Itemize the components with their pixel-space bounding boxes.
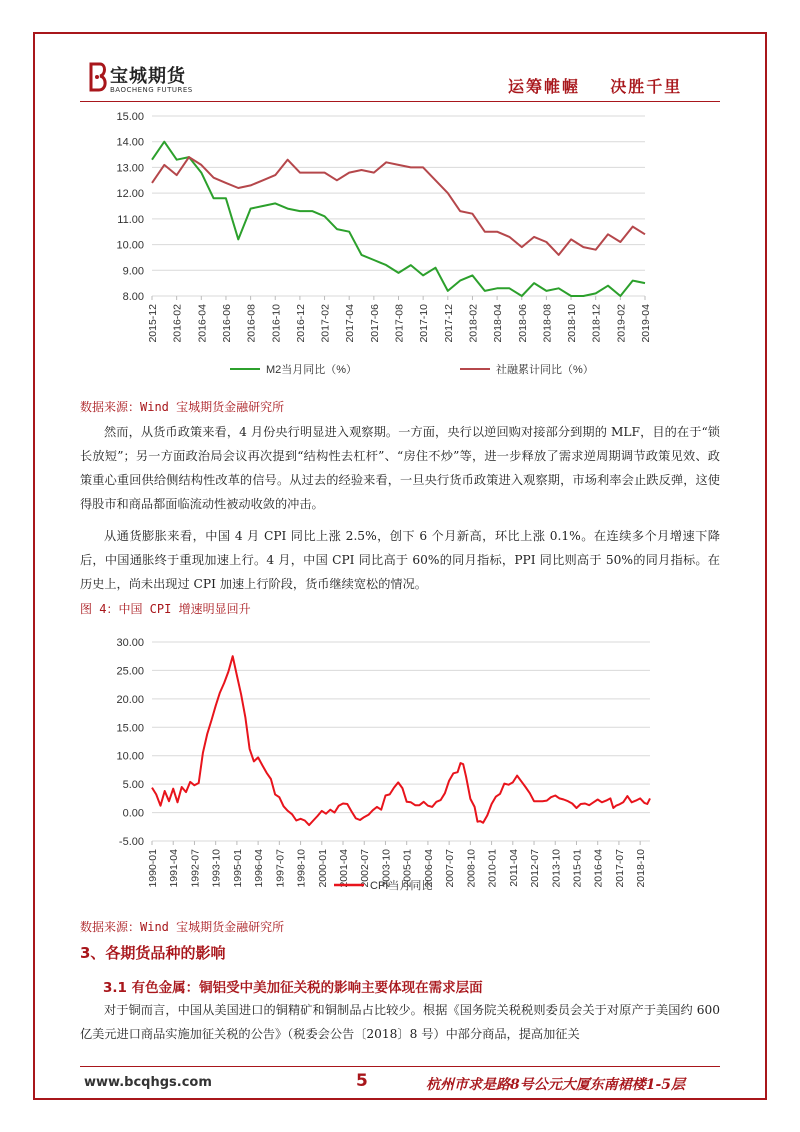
x-tick-label: 2010-01 xyxy=(486,849,499,888)
x-tick-label: 2011-04 xyxy=(507,849,520,887)
logo-cn-text: 宝城期货 xyxy=(110,66,186,87)
x-tick-label: 2002-07 xyxy=(359,849,372,888)
x-tick-label: 2016-06 xyxy=(220,304,233,343)
y-tick-label: 11.00 xyxy=(117,213,144,226)
x-tick-label: 2008-10 xyxy=(465,849,478,888)
x-tick-label: 2000-01 xyxy=(316,849,329,888)
x-tick-label: 2018-02 xyxy=(467,304,480,343)
x-tick-label: 2016-04 xyxy=(196,304,209,343)
footer-divider xyxy=(80,1066,720,1067)
x-tick-label: 2017-02 xyxy=(319,304,332,343)
x-tick-label: 2007-07 xyxy=(444,849,457,888)
x-tick-label: 1992-07 xyxy=(189,849,202,888)
x-tick-label: 2018-06 xyxy=(516,304,529,343)
figure-4-title: 图 4：中国 CPI 增速明显回升 xyxy=(80,602,251,616)
x-tick-label: 2016-04 xyxy=(592,849,605,888)
x-tick-label: 2018-10 xyxy=(566,304,579,343)
y-tick-label: 5.00 xyxy=(122,779,144,792)
paragraph-inflation: 从通货膨胀来看，中国 4 月 CPI 同比上涨 2.5%，创下 6 个月新高，环比上涨 0.1%。在连续多个月增速下降后，中国通胀终于重现加速上行。4 月，中国 CPI 同比高于 60%的同月指标，PPI 同比则高于 50%的同月指标。在历史上，尚未出现过 CPI 加速上行阶段，货币继续宽松的情况。 xyxy=(80,529,720,591)
series-line-cpi xyxy=(152,656,650,825)
x-tick-label: 1997-07 xyxy=(274,849,287,888)
x-tick-label: 2019-04 xyxy=(640,304,652,343)
header-slogan: 运筹帷幄 决胜千里 xyxy=(508,77,683,96)
section-heading: 3、各期货品种的影响 xyxy=(80,944,226,962)
brand-logo xyxy=(88,62,238,98)
x-tick-label: 2018-10 xyxy=(635,849,648,888)
x-tick-label: 1998-10 xyxy=(295,849,308,888)
x-tick-label: 2005-01 xyxy=(401,849,414,888)
subsection-heading: 3.1 有色金属：铜铝受中美加征关税的影响主要体现在需求层面 xyxy=(103,980,483,996)
x-tick-label: 2017-04 xyxy=(344,304,357,343)
x-tick-label: 2018-08 xyxy=(541,304,554,343)
x-tick-label: 2016-10 xyxy=(270,304,283,343)
footer-website: www.bcqhgs.com xyxy=(84,1075,212,1090)
x-tick-label: 2006-04 xyxy=(422,849,435,888)
source-note-2: 数据来源：Wind 宝城期货金融研究所 xyxy=(80,920,285,934)
y-tick-label: 9.00 xyxy=(122,265,144,278)
paragraph-monetary-policy: 然而，从货币政策来看，4 月份央行明显进入观察期。一方面，央行以逆回购对接部分到期的 MLF，目的在于“锁长放短”；另一方面政治局会议再次提到“结构性去杠杆”、“房住不炒”等，进一步释放了需求逆周期调节政策见效、政策重心重回供给侧结构性改革的信号。从过去的经验来看，一旦央行货币政策进入观察期，市场利率会止跌反弹，这使得股市和商品都面临流动性被动收敛的冲击。 xyxy=(80,425,720,511)
x-tick-label: 2017-06 xyxy=(368,304,381,343)
y-tick-label: 25.00 xyxy=(116,665,144,678)
y-tick-label: 14.00 xyxy=(116,136,144,149)
paragraph-copy-tariff: 对于铜而言，中国从美国进口的铜精矿和铜制品占比较少。根据《国务院关税税则委员会关于对原产于美国约 600 亿美元进口商品实施加征关税的公告》（税委会公告〔2018〕8 号）中部分商品，提高加征关 xyxy=(80,1003,720,1041)
y-tick-label: -5.00 xyxy=(118,836,144,848)
header-divider xyxy=(80,101,720,102)
x-tick-label: 1991-04 xyxy=(168,849,181,888)
x-tick-label: 2019-02 xyxy=(615,304,628,343)
x-tick-label: 2012-07 xyxy=(529,849,542,888)
y-tick-label: 20.00 xyxy=(116,693,144,706)
x-tick-label: 2018-04 xyxy=(492,304,505,343)
y-tick-label: 12.00 xyxy=(116,188,144,201)
x-tick-label: 2017-10 xyxy=(418,304,431,343)
cpi-line-chart xyxy=(80,632,680,902)
x-tick-label: 1996-04 xyxy=(253,849,266,888)
y-tick-label: 0.00 xyxy=(122,807,144,820)
x-tick-label: 2016-08 xyxy=(245,304,258,343)
y-tick-label: 8.00 xyxy=(122,291,144,303)
series-line-tsf xyxy=(152,157,645,255)
legend-label: 社融累计同比（%） xyxy=(496,364,594,376)
legend-label: M2当月同比（%） xyxy=(266,364,358,376)
logo-mark-icon xyxy=(88,62,108,92)
x-tick-label: 1995-01 xyxy=(231,849,244,888)
y-tick-label: 10.00 xyxy=(116,750,144,763)
x-tick-label: 2016-02 xyxy=(171,304,184,343)
x-tick-label: 2001-04 xyxy=(338,849,351,888)
y-tick-label: 15.00 xyxy=(116,111,144,123)
x-tick-label: 1990-01 xyxy=(147,849,159,888)
footer-address: 杭州市求是路8号公元大厦东南裙楼1-5层 xyxy=(426,1077,686,1093)
logo-en-text: BAOCHENG FUTURES xyxy=(110,86,193,94)
source-note-1: 数据来源：Wind 宝城期货金融研究所 xyxy=(80,400,285,414)
y-tick-label: 30.00 xyxy=(116,637,144,649)
y-tick-label: 10.00 xyxy=(116,239,144,252)
m2-tsf-line-chart xyxy=(80,106,680,386)
x-tick-label: 2015-12 xyxy=(147,304,159,343)
page-number: 5 xyxy=(356,1071,368,1091)
y-tick-label: 15.00 xyxy=(116,722,144,735)
x-tick-label: 2016-12 xyxy=(294,304,307,343)
legend-label: CPI当月同比 xyxy=(370,880,433,892)
x-tick-label: 2003-10 xyxy=(380,849,393,888)
x-tick-label: 2017-08 xyxy=(393,304,406,343)
y-tick-label: 13.00 xyxy=(116,162,144,175)
x-tick-label: 2015-01 xyxy=(571,849,584,888)
x-tick-label: 2017-07 xyxy=(613,849,626,888)
x-tick-label: 1993-10 xyxy=(210,849,223,888)
x-tick-label: 2013-10 xyxy=(550,849,563,888)
x-tick-label: 2018-12 xyxy=(590,304,603,343)
x-tick-label: 2017-12 xyxy=(442,304,455,343)
